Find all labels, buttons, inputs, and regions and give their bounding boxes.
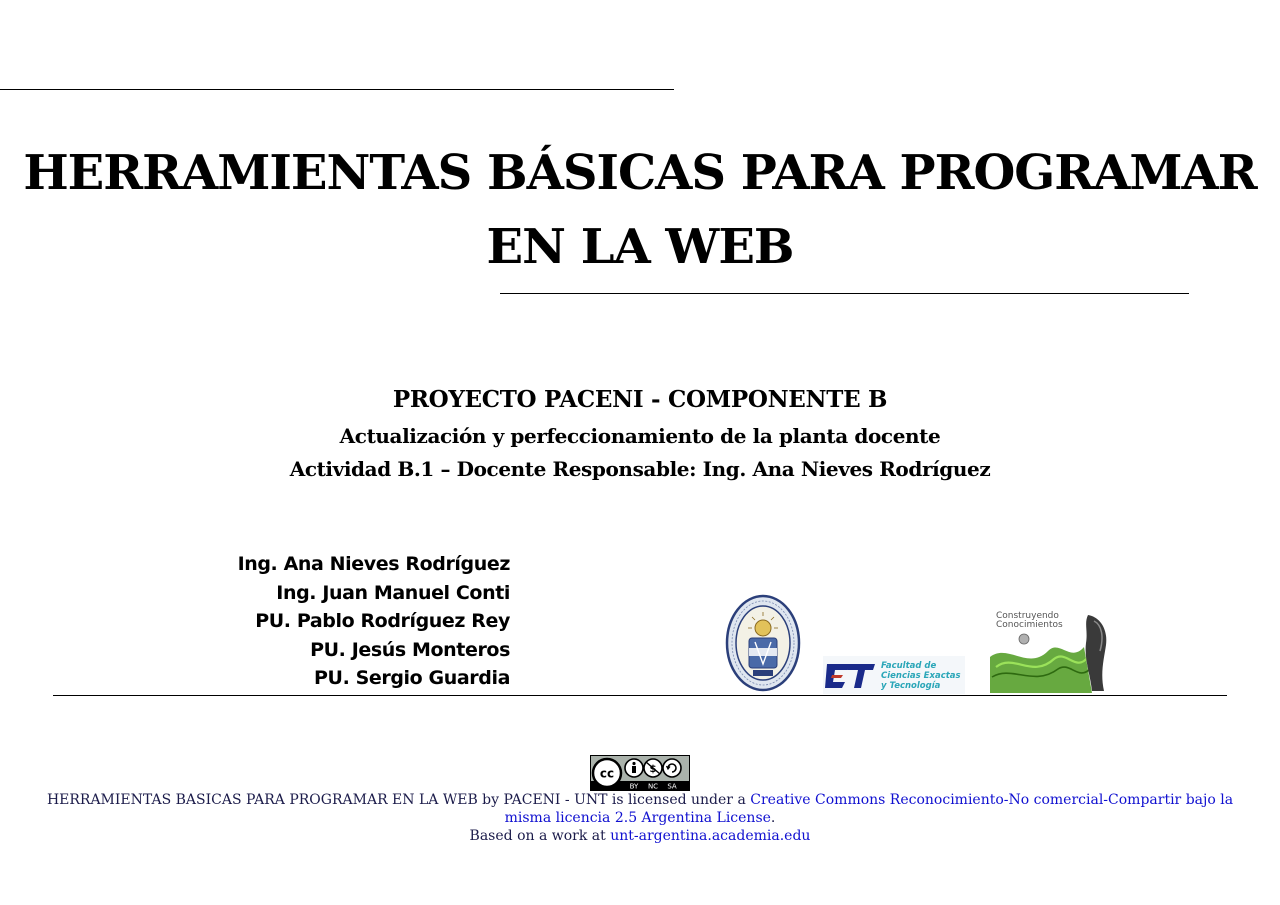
badge-nc-label: NC (647, 782, 659, 791)
project-subtitle: Actualización y perfeccionamiento de la planta docente (339, 424, 941, 448)
cc-badge-mark: cc (599, 766, 615, 781)
license-statement (40, 791, 1240, 827)
creative-commons-badge[interactable] (590, 755, 690, 791)
based-on-text: Based on a work at (469, 828, 611, 844)
source-link[interactable]: unt-argentina.academia.edu (610, 828, 811, 844)
license-link[interactable]: Creative Commons Reconocimiento-No comercial-Compartir bajo la misma licencia 2.5 Argentina License (504, 792, 1234, 826)
bottom-divider (53, 695, 1227, 696)
author-name: PU. Pablo Rodríguez Rey (255, 610, 510, 632)
document-title-line-1: HERRAMIENTAS BÁSICAS PARA PROGRAMAR (23, 145, 1257, 201)
construyendo-conocimientos-logo (988, 607, 1116, 693)
badge-by-label: BY (629, 782, 639, 791)
author-name: PU. Sergio Guardia (314, 667, 510, 689)
author-name: Ing. Juan Manuel Conti (276, 581, 510, 604)
license-text-end: . (770, 810, 776, 826)
faculty-logo-text: Facultad de (881, 661, 937, 671)
badge-sa-label: SA (667, 782, 677, 791)
construyendo-logo-text: Construyendo (996, 611, 1059, 621)
based-on-line (40, 827, 1240, 845)
project-heading: PROYECTO PACENI - COMPONENTE B (392, 386, 888, 413)
dollar-icon: $ (649, 764, 657, 775)
activity-line: Actividad B.1 – Docente Responsable: Ing. Ana Nieves Rodríguez (289, 457, 991, 481)
license-text: HERRAMIENTAS BASICAS PARA PROGRAMAR EN LA WEB by PACENI - UNT is licensed under a (46, 792, 751, 808)
document-title-line-2: EN LA WEB (486, 219, 794, 275)
license-footer (40, 791, 1240, 845)
faculty-logo-text: Ciencias Exactas (881, 671, 961, 681)
author-list (180, 550, 510, 693)
faculty-logo (823, 656, 965, 694)
university-seal-logo (725, 594, 801, 692)
author-name: Ing. Ana Nieves Rodríguez (237, 553, 510, 575)
top-divider (0, 89, 674, 90)
construyendo-logo-text: Conocimientos (996, 620, 1063, 630)
title-underline (500, 293, 1189, 294)
author-name: PU. Jesús Monteros (310, 638, 510, 661)
faculty-logo-text: y Tecnología (881, 681, 941, 691)
